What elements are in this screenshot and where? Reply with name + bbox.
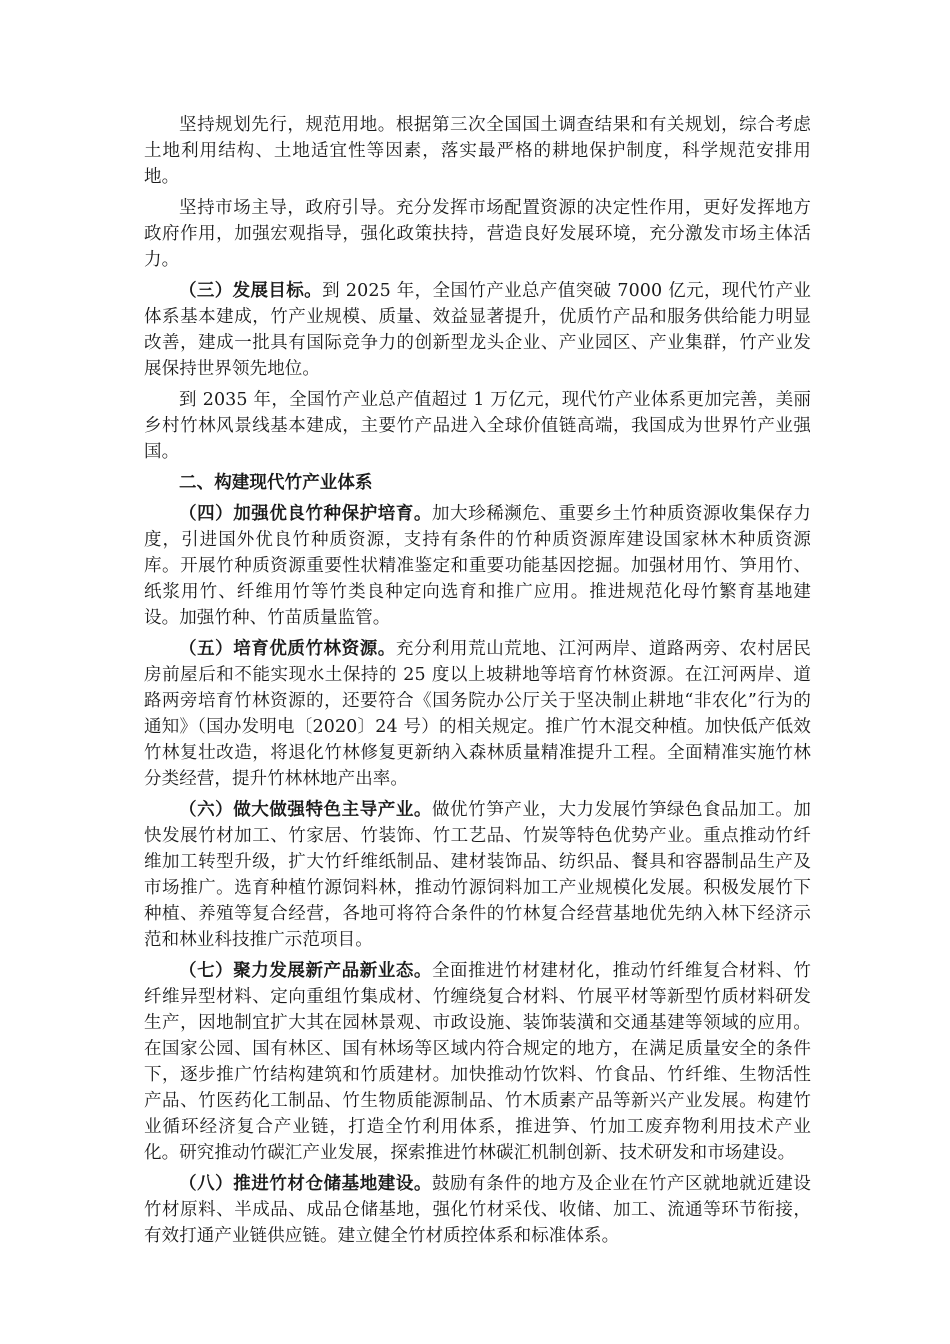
paragraph-text: 鼓励有条件的地方及企业在竹产区就地就近建设竹材原料、半成品、成品仓储基地，强化竹材采伐、收储、加工、流通等环节衔接，有效打通产业链供应链。建立健全竹材质控体系和标准体系。 <box>144 1174 811 1246</box>
paragraph-text: 坚持市场主导，政府引导。充分发挥市场配置资源的决定性作用，更好发挥地方政府作用，加强宏观指导，强化政策扶持，营造良好发展环境，充分激发市场主体活力。 <box>144 198 811 270</box>
paragraph-storage-bases <box>144 1171 811 1249</box>
paragraph-forest-resources <box>144 636 811 792</box>
paragraph-text: 充分利用荒山荒地、江河两岸、道路两旁、农村居民房前屋后和不能实现水土保持的 25 度以上坡耕地等培育竹林资源。在江河两岸、道路两旁培育竹林资源的，还要符合《国务院办公厅关于坚决制止耕地“非农化”行为的通知》（国办发明电〔2020〕24 号）的相关规定。推广竹木混交种植。加快低产低效竹林复壮改造，将退化竹林修复更新纳入森林质量精准提升工程。全面精准实施竹林分类经营，提升竹林林地产出率。 <box>144 639 811 789</box>
paragraph-text: 坚持规划先行，规范用地。根据第三次全国国土调查结果和有关规划，综合考虑土地利用结构、土地适宜性等因素，落实最严格的耕地保护制度，科学规范安排用地。 <box>144 115 811 187</box>
paragraph-species-protection <box>144 501 811 631</box>
paragraph-new-products <box>144 958 811 1166</box>
paragraph-text: 做优竹笋产业，大力发展竹笋绿色食品加工。加快发展竹材加工、竹家居、竹装饰、竹工艺品、竹炭等特色优势产业。重点推动竹纤维加工转型升级，扩大竹纤维纸制品、建材装饰品、纺织品、餐具和容器制品生产及市场推广。选育种植竹源饲料林，推动竹源饲料加工产业规模化发展。积极发展竹下种植、养殖等复合经营，各地可将符合条件的竹林复合经营基地优先纳入林下经济示范和林业科技推广示范项目。 <box>144 800 811 950</box>
section-lead: （三）发展目标。 <box>179 281 323 301</box>
paragraph-text: 到 2025 年，全国竹产业总产值突破 7000 亿元，现代竹产业体系基本建成，竹产业规模、质量、效益显著提升，优质竹产品和服务供给能力明显改善，建成一批具有国际竞争力的创新型龙头企业、产业园区、产业集群，竹产业发展保持世界领先地位。 <box>144 281 811 379</box>
paragraph-goals-2035 <box>144 387 811 465</box>
paragraph-market-principle <box>144 195 811 273</box>
section-lead: （八）推进竹材仓储基地建设。 <box>179 1174 432 1194</box>
section-lead: （四）加强优良竹种保护培育。 <box>179 504 432 524</box>
section-lead: （七）聚力发展新产品新业态。 <box>179 961 432 981</box>
section-heading-industry-system <box>144 470 811 496</box>
section-heading: 二、构建现代竹产业体系 <box>179 473 373 493</box>
paragraph-text: 加大珍稀濒危、重要乡土竹种质资源收集保存力度，引进国外优良竹种质资源，支持有条件的竹种质资源库建设国家林木种质资源库。开展竹种质资源重要性状精准鉴定和重要功能基因挖掘。加强材用竹、笋用竹、纸浆用竹、纤维用竹等竹类良种定向选育和推广应用。推进规范化母竹繁育基地建设。加强竹种、竹苗质量监管。 <box>144 504 811 628</box>
section-lead: （五）培育优质竹林资源。 <box>179 639 396 659</box>
paragraph-leading-industries <box>144 797 811 953</box>
paragraph-planning-principle <box>144 112 811 190</box>
document-body <box>144 112 811 1254</box>
paragraph-text: 全面推进竹材建材化，推动竹纤维复合材料、竹纤维异型材料、定向重组竹集成材、竹缠绕复合材料、竹展平材等新型竹质材料研发生产，因地制宜扩大其在园林景观、市政设施、装饰装潢和交通基建等领域的应用。在国家公园、国有林区、国有林场等区域内符合规定的地方，在满足质量安全的条件下，逐步推广竹结构建筑和竹质建材。加快推动竹饮料、竹食品、竹纤维、生物活性产品、竹医药化工制品、竹生物质能源制品、竹木质素产品等新兴产业发展。构建竹业循环经济复合产业链，打造全竹利用体系，推进笋、竹加工废弃物利用技术产业化。研究推动竹碳汇产业发展，探索推进竹林碳汇机制创新、技术研发和市场建设。 <box>144 961 811 1163</box>
section-lead: （六）做大做强特色主导产业。 <box>179 800 432 820</box>
paragraph-development-goals <box>144 278 811 382</box>
paragraph-text: 到 2035 年，全国竹产业总产值超过 1 万亿元，现代竹产业体系更加完善，美丽乡村竹林风景线基本建成，主要竹产品进入全球价值链高端，我国成为世界竹产业强国。 <box>144 390 811 462</box>
